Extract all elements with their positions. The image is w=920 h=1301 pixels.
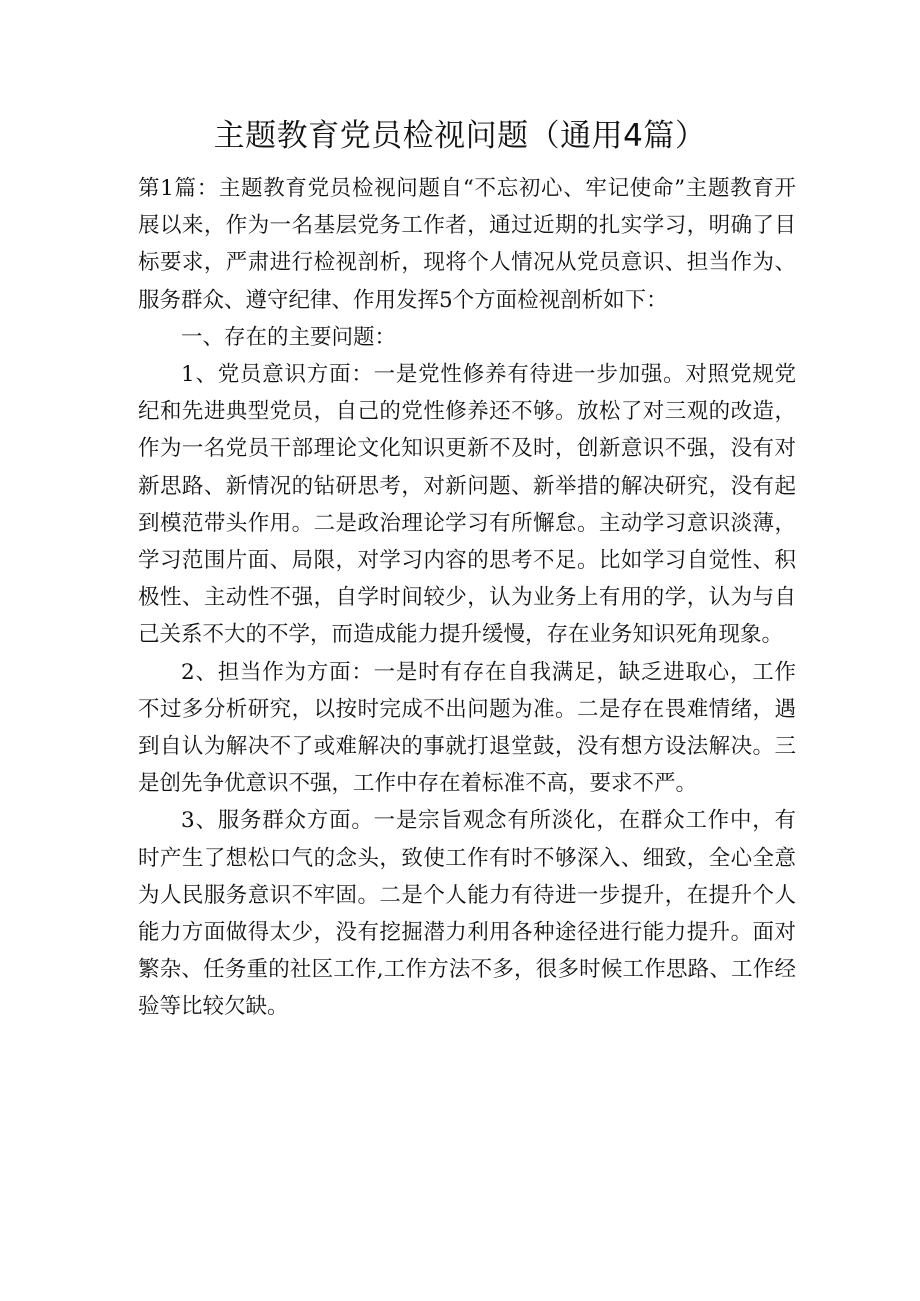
paragraph-serving-masses: 3、服务群众方面。一是宗旨观念有所淡化，在群众工作中，有时产生了想松口气的念头，致使工作有时不够深入、细致，全心全意为人民服务意识不牢固。二是个人能力有待进一步提升，在提升个人能力方面做得太少，没有挖掘潜力利用各种途径进行能力提升。面对繁杂、任务重的社区工作,工作方法不多，很多时候工作思路、工作经验等比较欠缺。 bbox=[138, 808, 796, 1020]
section-heading: 一、存在的主要问题： bbox=[181, 324, 397, 350]
intro-paragraph: 第1篇：主题教育党员检视问题自“不忘初心、牢记使命”主题教育开展以来，作为一名基层党务工作者，通过近期的扎实学习，明确了目标要求，严肃进行检视剖析，现将个人情况从党员意识、担当作为、服务群众、遵守纪律、作用发挥5个方面检视剖析如下： bbox=[138, 176, 796, 313]
paragraph-party-awareness: 1、党员意识方面：一是党性修养有待进一步加强。对照党规党纪和先进典型党员，自己的党性修养还不够。放松了对三观的改造，作为一名党员干部理论文化知识更新不及时，创新意识不强，没有对新思路、新情况的钻研思考，对新问题、新举措的解决研究，没有起到模范带头作用。二是政治理论学习有所懈怠。主动学习意识淡薄，学习范围片面、局限，对学习内容的思考不足。比如学习自觉性、积极性、主动性不强，自学时间较少，认为业务上有用的学，认为与自己关系不大的不学，而造成能力提升缓慢，存在业务知识死角现象。 bbox=[138, 362, 796, 648]
document-body bbox=[138, 170, 796, 1026]
paragraph-responsibility: 2、担当作为方面：一是时有存在自我满足，缺乏进取心，工作不过多分析研究，以按时完成不出问题为准。二是存在畏难情绪，遇到自认为解决不了或难解决的事就打退堂鼓，没有想方设法解决。三是创先争优意识不强，工作中存在着标准不高，要求不严。 bbox=[138, 659, 796, 797]
document-title: 主题教育党员检视问题（通用4篇） bbox=[213, 118, 707, 154]
